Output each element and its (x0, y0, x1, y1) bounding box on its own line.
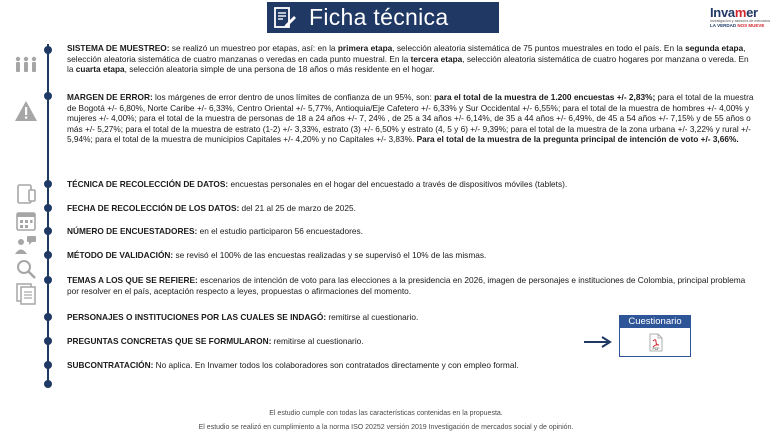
item-text: No aplica. En Invamer todos los colaboradores son contratados directamente y con empleo formal. (153, 360, 519, 370)
item-label: PERSONAJES O INSTITUCIONES POR LAS CUALES SE INDAGÓ: (67, 312, 327, 322)
page-title: Ficha técnica (309, 4, 449, 30)
warning-icon (14, 100, 38, 122)
item-text: en el estudio participaron 56 encuestadores. (197, 226, 363, 236)
timeline-dot (44, 276, 52, 284)
item-text-emphasis: tercera etapa (410, 53, 463, 64)
footer-note-iso: El estudio se realizó en cumplimiento a la norma ISO 20252 versión 2019 Investigación de mercados social y de opinión. (198, 424, 574, 431)
interviewers-icon (14, 234, 38, 256)
timeline-dot (44, 180, 52, 188)
item-text: , selección aleatoria simple de una persona de 18 años o más residente en el hogar. (124, 64, 435, 75)
item-text: , selección aleatoria sistemática de cuatro manzanas o veredas en cada punto muestral. En la (67, 43, 746, 64)
item-label: TÉCNICA DE RECOLECCIÓN DE DATOS: (67, 179, 229, 189)
timeline-dot (44, 380, 52, 388)
invamer-logo (710, 6, 770, 36)
item-text: se realizó un muestreo por etapas, así: en la (169, 43, 338, 53)
sampling-system-item (67, 43, 757, 75)
documents-icon (14, 283, 38, 305)
search-icon (14, 258, 38, 280)
timeline-dot (44, 251, 52, 259)
item-text-emphasis: para el total de la muestra de 1.200 encuestas +/- 2,83%; (434, 92, 656, 102)
item-text: remitirse al cuestionario. (326, 312, 419, 322)
item-text: se revisó el 100% de las encuestas realizadas y se supervisó el 10% de las mismas. (173, 250, 487, 260)
collection-date-item (67, 203, 757, 214)
item-text: los márgenes de error dentro de unos límites de confianza de un 95%, son: (152, 92, 435, 102)
topics-item (67, 275, 757, 296)
item-text: para el total de la muestra de Bogotá +/- 6,80%, Norte Caribe +/- 6,33%, Centro Oriental +/- 5,77%, Antioquia/Eje Cafetero +/- 6,33% y Sur Occidental +/- 6,55%; para el total de la muestra de hombres +/- 4,00% y mujeres +/- 4,00%; para el total de la muestra de personas de 18 a 24 años +/- 7, 24% , de 25 a 34 años +/- 6,14%, de 35 a 44 años +/- 6,49%, de 45 a 54 años +/- 7,15% y de 55 años o más +/- 5,27%; para el total de la muestra de estrato (1-2) +/- 3,33%, estrato (3) +/- 6,50% y estrato (4, 5 y 6) +/- 9,39%; para el total de la muestra de la zona urbana +/- 3,22% y rural +/- 5,94%; para el total de la muestra de municipios Capitales +/- 4,20% y no Capitales +/- 3,83%. (67, 92, 754, 145)
item-text: encuestas personales en el hogar del encuestado a través de dispositivos móviles (tablets). (228, 179, 568, 189)
mobile-devices-icon (14, 183, 38, 205)
people-group-icon (14, 54, 38, 76)
item-text: , selección aleatoria sistemática de cuatro hogares por manzana o vereda. En la (67, 53, 749, 75)
pdf-label: PDF (652, 347, 660, 351)
page-header (267, 2, 499, 33)
item-label: NÚMERO DE ENCUESTADORES: (67, 226, 198, 236)
item-text: , selección aleatoria sistemática de 75 puntos muestrales en todo el país. En la (392, 43, 686, 53)
edit-document-icon (273, 6, 297, 30)
data-collection-technique-item (67, 179, 757, 190)
pdf-file-icon[interactable] (649, 333, 663, 352)
item-text: del 21 al 25 de marzo de 2025. (239, 203, 356, 213)
item-text-emphasis: cuarta etapa (75, 64, 125, 75)
logo-tagline: LA VERDAD NOS MUEVE (710, 23, 765, 28)
questionnaire-attachment[interactable] (619, 315, 691, 357)
validation-method-item (67, 250, 757, 261)
item-text-emphasis: primera etapa (337, 43, 393, 53)
arrow-right-icon (584, 336, 612, 348)
footer-note-compliance: El estudio cumple con todas las características contenidas en la propuesta. (269, 410, 503, 417)
timeline-dot (44, 313, 52, 321)
timeline-dot (44, 361, 52, 369)
timeline-dot (44, 227, 52, 235)
item-label: FECHA DE RECOLECCIÓN DE LOS DATOS: (67, 203, 240, 213)
item-text: remitirse al cuestionario. (271, 336, 364, 346)
timeline-dot (44, 46, 52, 54)
item-label: SUBCONTRATACIÓN: (67, 360, 154, 370)
timeline-dot (44, 204, 52, 212)
calendar-icon (14, 210, 38, 232)
timeline-dot (44, 92, 52, 100)
item-label: TEMAS A LOS QUE SE REFIERE: (67, 275, 198, 285)
timeline-dot (44, 337, 52, 345)
item-label: MÉTODO DE VALIDACIÓN: (67, 250, 174, 260)
interviewers-count-item (67, 226, 757, 237)
subcontracting-item (67, 360, 757, 371)
item-text-emphasis: Para el total de la muestra de la pregunta principal de intención de voto +/- 3,66%. (416, 134, 739, 145)
item-label: MARGEN DE ERROR: (67, 92, 153, 102)
item-label: PREGUNTAS CONCRETAS QUE SE FORMULARON: (67, 336, 272, 346)
item-text-emphasis: segunda etapa (685, 43, 744, 53)
item-text: escenarios de intención de voto para las elecciones a la presidencia en 2026, imagen de personajes e instituciones de Colombia, principal problema por resolver en el país, aceptación respecto a leyes, propuestas o afirmaciones del momento. (67, 275, 746, 296)
margin-of-error-item (67, 92, 757, 145)
logo-wordmark: Invamer (710, 5, 758, 20)
logo-subtitle: investigación y asesoría de mercados (710, 19, 771, 23)
item-label: SISTEMA DE MUESTREO: (67, 43, 170, 53)
questionnaire-title: Cuestionario (620, 316, 690, 328)
